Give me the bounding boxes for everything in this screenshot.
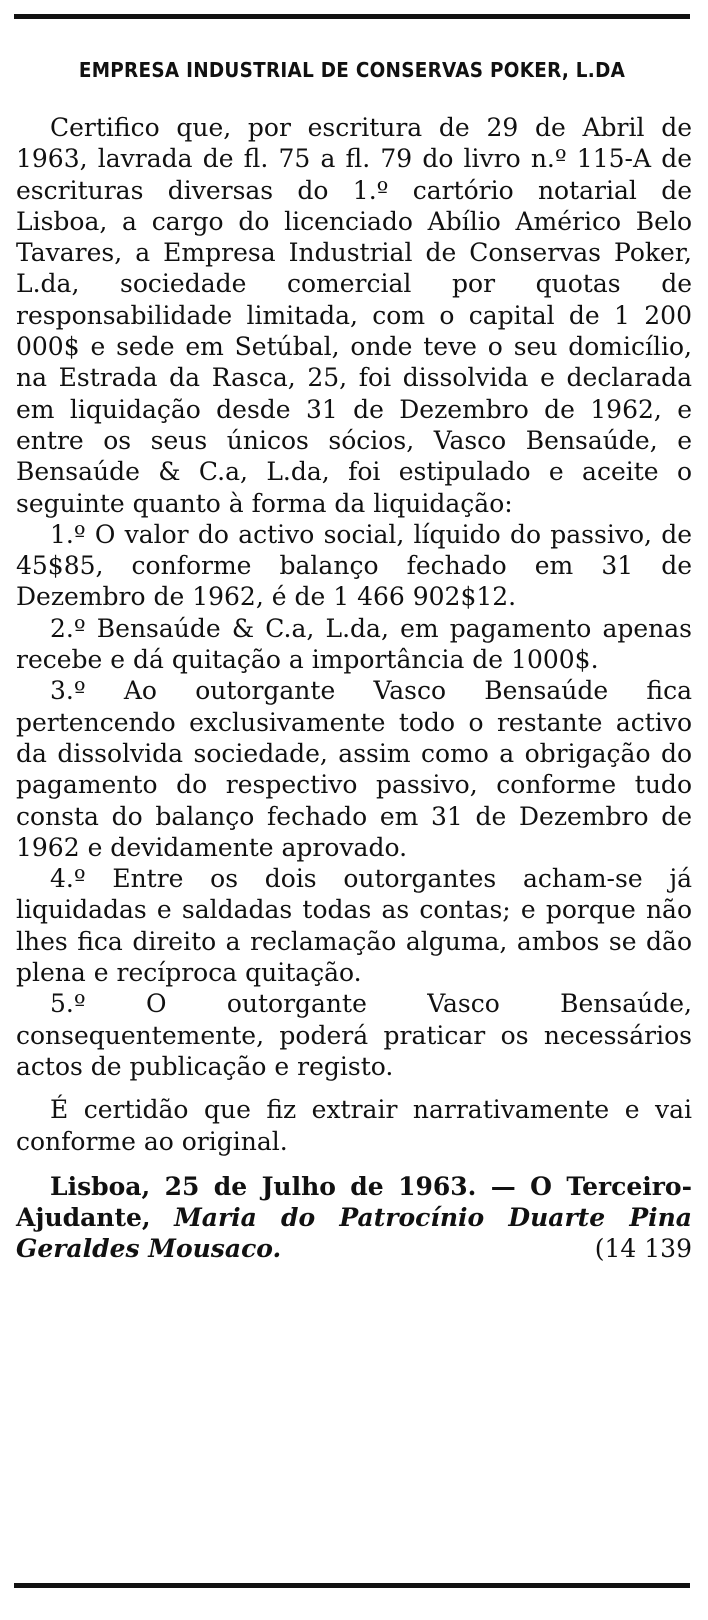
paragraph-clause-4: 4.º Entre os dois outorgantes acham-se já liquidadas e saldadas todas as contas; e porque não lhes fica direito a reclamação alguma, ambos se dão plena e recíproca quitação. (16, 864, 692, 988)
notice-title: EMPRESA INDUSTRIAL DE CONSERVAS POKER, L.DA (78, 58, 626, 82)
top-rule (14, 14, 690, 19)
paragraph-intro: Certifico que, por escritura de 29 de Abril de 1963, lavrada de fl. 75 a fl. 79 do livro n.º 115-A de escrituras diversas do 1.º cartório notarial de Lisboa, a cargo do licenciado Abílio Américo Belo Tavares, a Empresa Industrial de Conservas Poker, L.da, sociedade comercial por quotas de responsabilidade limitada, com o capital de 1 200 000$ e sede em Setúbal, onde teve o seu domicílio, na Estrada da Rasca, 25, foi dissolvida e declarada em liquidação desde 31 de Dezembro de 1962, e entre os seus únicos sócios, Vasco Bensaúde, e Bensaúde & C.a, L.da, foi estipulado e aceite o seguinte quanto à forma da liquidação: (16, 113, 692, 518)
paragraph-clause-3: 3.º Ao outorgante Vasco Bensaúde fica pertencendo exclusivamente todo o restante activo da dissolvida sociedade, assim como a obrigação do pagamento do respectivo passivo, conforme tudo consta do balanço fechado em 31 de Dezembro de 1962 e devidamente aprovado. (16, 676, 692, 862)
paragraph-certification: É certidão que fiz extrair narrativamente e vai conforme ao original. (16, 1095, 692, 1156)
paragraph-clause-1: 1.º O valor do activo social, líquido do passivo, de 45$85, conforme balanço fechado em 31 de Dezembro de 1962, é de 1 466 902$12. (16, 519, 692, 612)
paragraph-clause-2: 2.º Bensaúde & C.a, L.da, em pagamento apenas recebe e dá quitação a importância de 1000$. (16, 613, 692, 675)
paragraph-closing (16, 1171, 692, 1265)
paragraph-clause-5: 5.º O outorgante Vasco Bensaúde, consequentemente, poderá praticar os necessários actos de publicação e registo. (16, 989, 692, 1081)
closing-text: Lisboa, 25 de Julho de 1963. — O Terceiro-Ajudante, (16, 1171, 692, 1233)
signature-name: Maria do Patrocínio Duarte Pina Geraldes Mousaco. (16, 1203, 692, 1264)
bottom-rule (14, 1583, 690, 1588)
reference-number: (14 139 (594, 1234, 692, 1264)
notice-body (16, 112, 692, 1265)
